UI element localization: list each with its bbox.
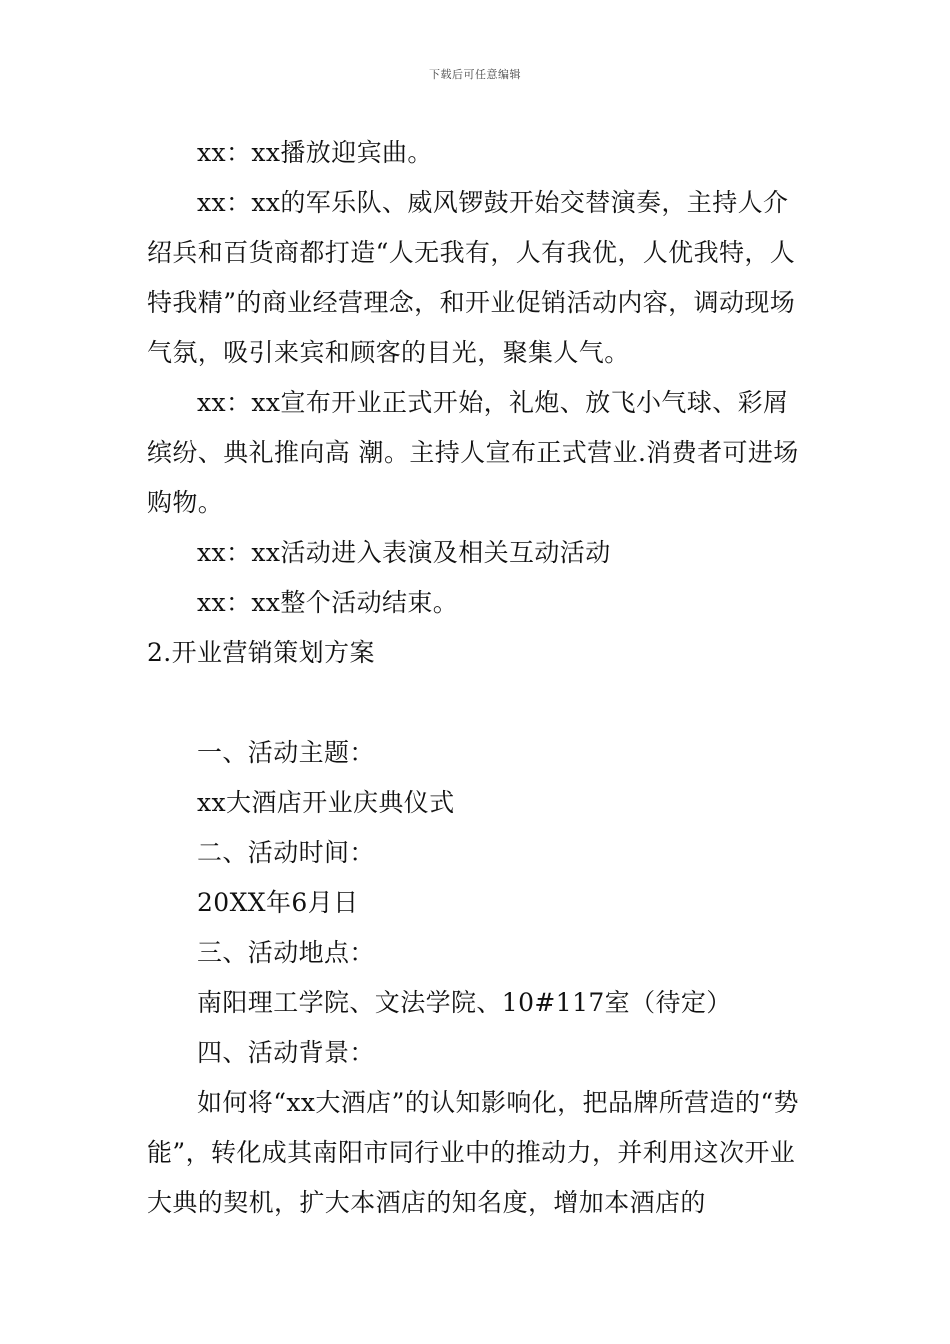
heading-time: 二、活动时间：	[197, 838, 375, 867]
document-body	[147, 128, 807, 1228]
paragraph-band-performance: xx：xx的军乐队、威风锣鼓开始交替演奏，主持人介绍兵和百货商都打造“人无我有，人有我优，人优我特，人特我精”的商业经营理念，和开业促销活动内容，调动现场气氛，吸引来宾和顾客的目光，聚集人气。	[147, 188, 796, 367]
text-background: 如何将“xx大酒店”的认知影响化，把品牌所营造的“势能”，转化成其南阳市同行业中的推动力，并利用这次开业大典的契机，扩大本酒店的知名度，增加本酒店的	[147, 1088, 799, 1217]
paragraph-performance: xx：xx活动进入表演及相关互动活动	[197, 538, 611, 567]
section-heading: 2.开业营销策划方案	[147, 638, 375, 667]
text-location: 南阳理工学院、文法学院、10#117室（待定）	[197, 988, 732, 1017]
page-header: 下载后可任意编辑	[429, 68, 521, 81]
text-time: 20XX年6月日	[197, 888, 359, 917]
paragraph-opening-announcement: xx：xx宣布开业正式开始，礼炮、放飞小气球、彩屑缤纷、典礼推向高 潮。主持人宣布正式营业.消费者可进场购物。	[147, 388, 799, 517]
blank-line	[147, 678, 807, 728]
paragraph-event-end: xx：xx整个活动结束。	[197, 588, 459, 617]
text-theme: xx大酒店开业庆典仪式	[197, 788, 455, 817]
heading-theme: 一、活动主题：	[197, 738, 375, 767]
heading-location: 三、活动地点：	[197, 938, 375, 967]
heading-background: 四、活动背景：	[197, 1038, 375, 1067]
paragraph-welcome-music: xx：xx播放迎宾曲。	[197, 138, 433, 167]
